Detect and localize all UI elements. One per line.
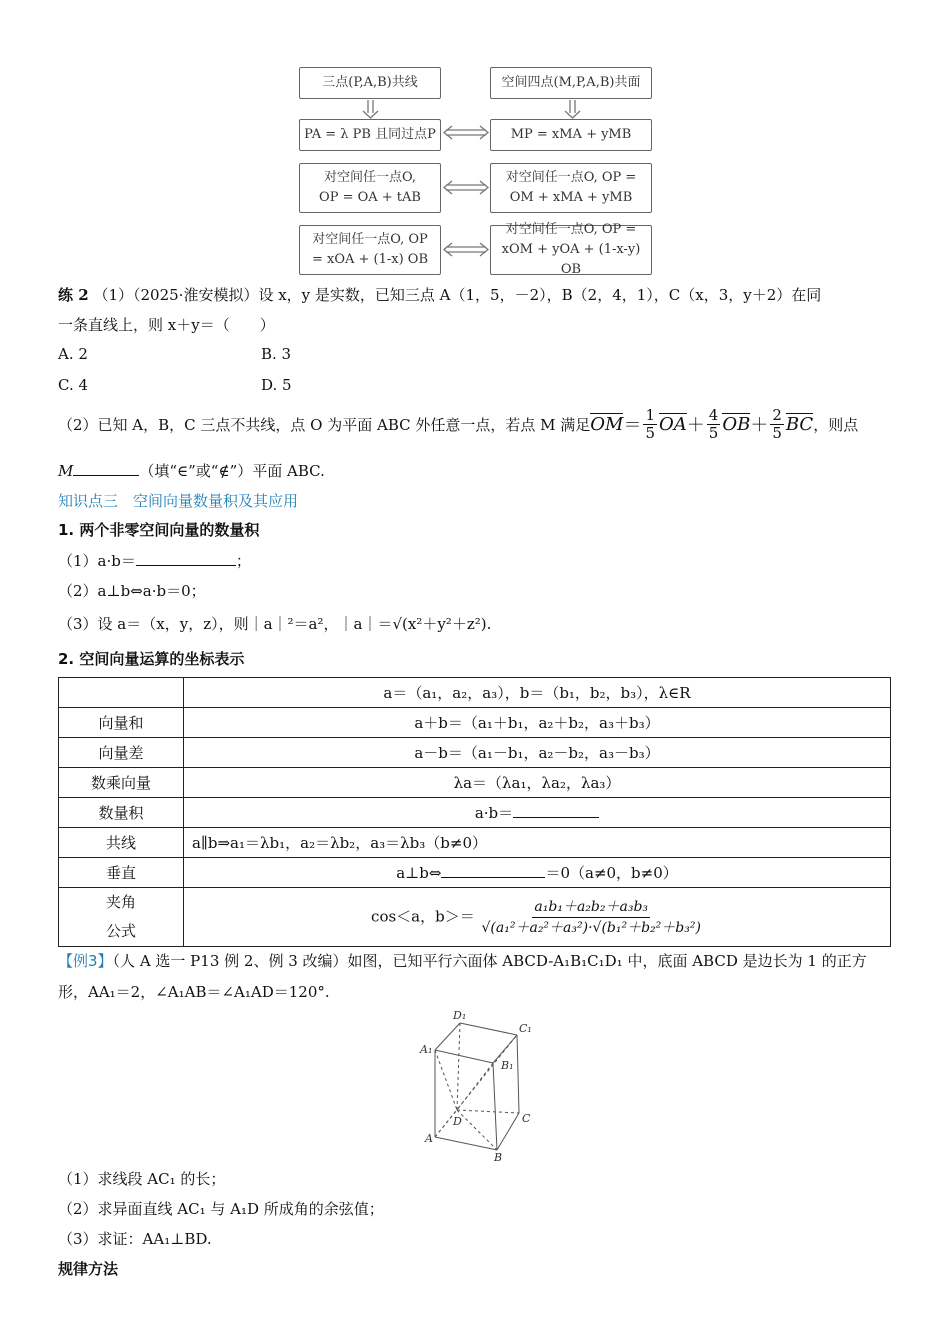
row-name: 数量积 bbox=[59, 798, 184, 828]
row-value-text: ＝0（a≠0，b≠0） bbox=[545, 864, 678, 882]
item-1-end: ； bbox=[235, 552, 251, 570]
vector-ob: OB bbox=[722, 414, 751, 435]
coordinate-table bbox=[58, 677, 891, 947]
double-arrow-icon bbox=[444, 243, 488, 256]
vector-om: OM bbox=[590, 414, 624, 435]
fraction bbox=[707, 407, 721, 442]
fraction bbox=[770, 407, 784, 442]
denominator: √(a₁²＋a₂²＋a₃²)·√(b₁²＋b₂²＋b₃²) bbox=[481, 919, 701, 936]
row-value-text: a·b＝ bbox=[474, 804, 514, 822]
table-row bbox=[59, 828, 891, 858]
flow-text: xOM + yOA + (1-x-y) OB bbox=[501, 242, 641, 277]
row-name: 共线 bbox=[59, 828, 184, 858]
answer-blank[interactable] bbox=[73, 475, 139, 476]
numerator: 4 bbox=[708, 405, 719, 424]
ex3-line-2: 形，AA₁＝2，∠A₁AB＝∠A₁AD＝120°. bbox=[58, 983, 330, 1001]
ex2-part2 bbox=[58, 404, 858, 444]
label-a1: A₁ bbox=[420, 1043, 433, 1056]
flow-text: 对空间任一点O, OP = bbox=[505, 170, 637, 185]
item-2: （2）a⊥b⇔a·b＝0； bbox=[58, 582, 206, 600]
table-row bbox=[59, 768, 891, 798]
question-1: （1）求线段 AC₁ 的长； bbox=[58, 1170, 226, 1188]
item-1 bbox=[58, 550, 251, 571]
label-c1: C₁ bbox=[519, 1022, 532, 1035]
flow-text: OM + xMA + yMB bbox=[509, 190, 633, 205]
table-row bbox=[59, 798, 891, 828]
equals: ＝ bbox=[623, 415, 642, 436]
table-cell bbox=[59, 678, 184, 708]
row-name-line: 夹角 bbox=[105, 893, 136, 911]
item-1-text: （1）a·b＝ bbox=[58, 552, 136, 570]
row-value bbox=[184, 798, 891, 828]
ex2-label: 练 2 bbox=[58, 286, 89, 304]
question-2: （2）求异面直线 AC₁ 与 A₁D 所成角的余弦值； bbox=[58, 1200, 384, 1218]
ex2-part2-tail: （填“∈”或“∉”）平面 ABC. bbox=[139, 462, 325, 480]
row-value: a－b＝（a₁－b₁，a₂－b₂，a₃－b₃） bbox=[184, 738, 891, 768]
angle-fraction bbox=[482, 897, 701, 938]
flow-text: MP = xMA + yMB bbox=[510, 127, 632, 142]
example-tag: 【例3】 bbox=[58, 952, 113, 970]
flow-text: 空间四点(M,P,A,B)共面 bbox=[501, 75, 641, 90]
ex3-line-1 bbox=[58, 950, 867, 971]
section-title: 知识点三 空间向量数量积及其应用 bbox=[58, 492, 299, 510]
row-value bbox=[184, 888, 891, 947]
question-3: （3）求证：AA₁⊥BD. bbox=[58, 1230, 212, 1248]
denominator: 5 bbox=[772, 423, 782, 442]
label-d1: D₁ bbox=[453, 1009, 467, 1022]
denominator: 5 bbox=[708, 423, 719, 442]
ex2-part2-text: （2）已知 A，B，C 三点不共线，点 O 为平面 ABC 外任意一点，若点 M 满足 bbox=[58, 415, 591, 434]
flow-text: PA = λ PB 且同过点P bbox=[304, 127, 436, 142]
ex3-text: （人 A 选一 P13 例 2、例 3 改编）如图，已知平行六面体 ABCD-A₁B₁C₁D₁ 中，底面 ABCD 是边长为 1 的正方 bbox=[112, 952, 867, 970]
subheading-dot-product: 1. 两个非零空间向量的数量积 bbox=[58, 521, 260, 539]
row-name: 向量差 bbox=[59, 738, 184, 768]
numerator: 1 bbox=[645, 405, 656, 424]
answer-blank[interactable] bbox=[441, 877, 545, 878]
vector-oa: OA bbox=[659, 414, 687, 435]
label-d: D bbox=[453, 1115, 462, 1128]
table-row bbox=[59, 858, 891, 888]
double-arrow-icon bbox=[444, 126, 488, 139]
option-c: C. 4 bbox=[58, 376, 89, 394]
row-value: λa＝（λa₁，λa₂，λa₃） bbox=[184, 768, 891, 798]
parallelepiped-figure bbox=[415, 1005, 545, 1165]
row-name: 数乘向量 bbox=[59, 768, 184, 798]
ex2-text: （1）（2025·淮安模拟）设 x，y 是实数，已知三点 A（1，5，－2），B（2，4，1），C（x，3，y＋2）在同 bbox=[93, 286, 822, 304]
answer-blank[interactable] bbox=[513, 817, 599, 818]
row-name: 向量和 bbox=[59, 708, 184, 738]
fraction bbox=[643, 407, 657, 442]
ex2-part2-line2 bbox=[58, 460, 325, 481]
numerator: 2 bbox=[772, 405, 782, 424]
numerator: a₁b₁＋a₂b₂＋a₃b₃ bbox=[532, 897, 650, 918]
table-row bbox=[59, 678, 891, 708]
down-arrow-icon bbox=[363, 100, 378, 118]
label-b1: B₁ bbox=[501, 1059, 514, 1072]
flow-text: OP = OA + tAB bbox=[319, 190, 421, 205]
flow-text: 对空间任一点O, OP = bbox=[505, 222, 637, 237]
ex2-part2-end: ，则点 bbox=[813, 415, 859, 434]
flow-arrows bbox=[290, 95, 670, 265]
table-row bbox=[59, 738, 891, 768]
row-name-line: 公式 bbox=[105, 922, 136, 940]
subheading-coords: 2. 空间向量运算的坐标表示 bbox=[58, 650, 245, 668]
label-c: C bbox=[522, 1112, 531, 1125]
flow-text: 对空间任一点O, OP bbox=[312, 232, 428, 247]
row-value: a＋b＝（a₁＋b₁，a₂＋b₂，a₃＋b₃） bbox=[184, 708, 891, 738]
row-value bbox=[184, 858, 891, 888]
label-b: B bbox=[494, 1151, 503, 1164]
row-value: a∥b⇒a₁＝λb₁，a₂＝λb₂，a₃＝λb₃（b≠0） bbox=[184, 828, 891, 858]
option-a: A. 2 bbox=[58, 345, 88, 363]
table-row bbox=[59, 708, 891, 738]
option-b: B. 3 bbox=[261, 345, 292, 363]
label-a: A bbox=[425, 1132, 433, 1145]
flow-text: 三点(P,A,B)共线 bbox=[322, 75, 418, 90]
table-row bbox=[59, 888, 891, 947]
answer-blank[interactable] bbox=[136, 565, 236, 566]
flow-text: 对空间任一点O, bbox=[323, 170, 417, 185]
ex2-line-1 bbox=[58, 284, 821, 305]
point-m: M bbox=[58, 462, 74, 480]
row-value-text: a⊥b⇔ bbox=[396, 864, 442, 882]
row-name bbox=[59, 888, 184, 947]
item-3: （3）设 a＝（x，y，z），则｜a｜²＝a²，｜a｜＝√(x²＋y²＋z²). bbox=[58, 615, 492, 633]
table-header-cell: a＝（a₁，a₂，a₃），b＝（b₁，b₂，b₃），λ∈R bbox=[184, 678, 891, 708]
option-d: D. 5 bbox=[261, 376, 292, 394]
double-arrow-icon bbox=[444, 181, 488, 194]
plus: ＋ bbox=[686, 415, 705, 436]
flow-text: = xOA + (1-x) OB bbox=[311, 252, 429, 267]
down-arrow-icon bbox=[565, 100, 580, 118]
row-name: 垂直 bbox=[59, 858, 184, 888]
denominator: 5 bbox=[645, 423, 656, 442]
method-heading: 规律方法 bbox=[58, 1260, 119, 1278]
plus: ＋ bbox=[750, 415, 769, 436]
cos-label: cos＜a，b＞＝ bbox=[371, 907, 475, 925]
ex2-line-2: 一条直线上，则 x＋y＝（ ） bbox=[58, 316, 275, 334]
vector-bc: BC bbox=[785, 414, 814, 435]
